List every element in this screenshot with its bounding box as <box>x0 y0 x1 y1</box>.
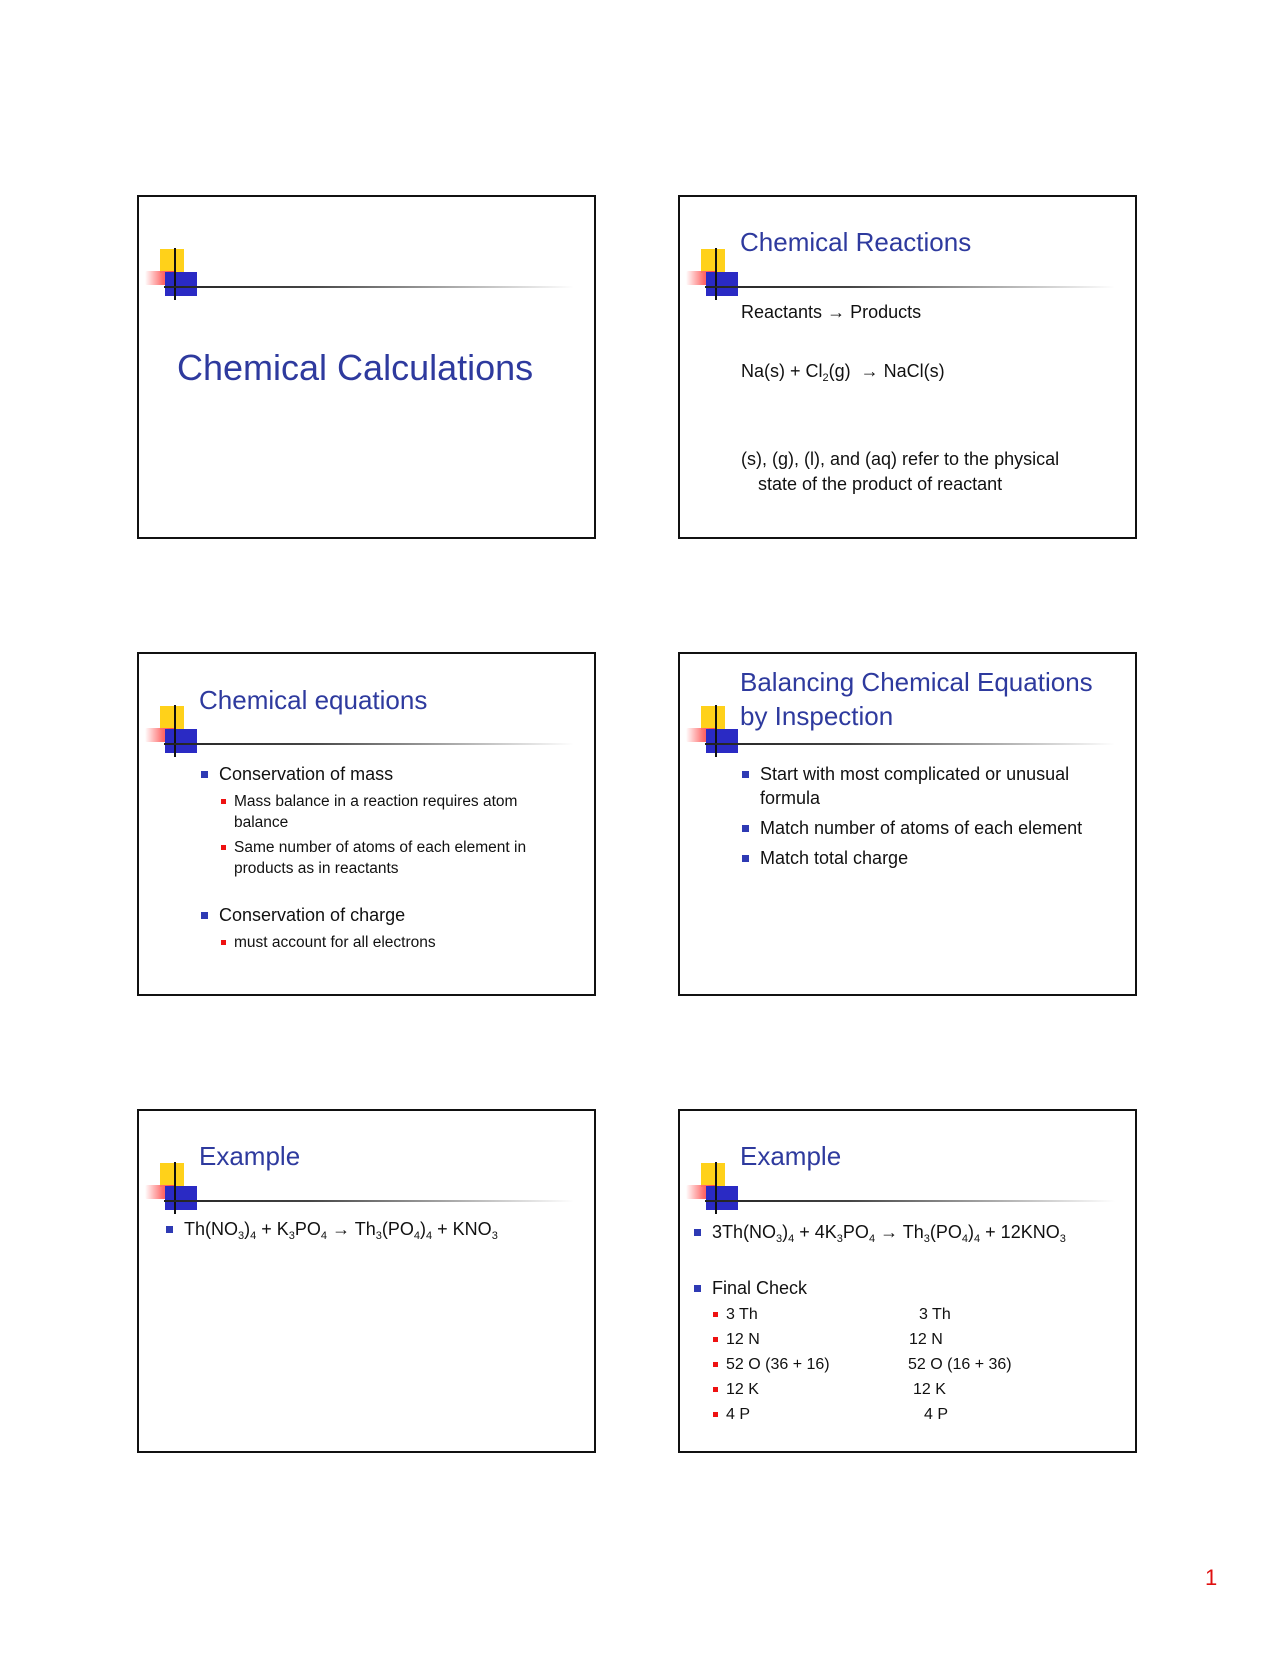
list-item: Conservation of mass <box>199 762 569 786</box>
state-note-line2: state of the product of reactant <box>758 474 1003 494</box>
title-rule <box>164 1200 574 1202</box>
bullet-list <box>692 1220 1132 1300</box>
title-rule <box>705 286 1115 288</box>
arrow-icon: → <box>332 1219 351 1239</box>
slide-1 <box>137 195 596 539</box>
title-rule <box>164 286 574 288</box>
check-right: 12 K <box>913 1381 946 1398</box>
check-row <box>711 1352 1111 1377</box>
slide-title: Example <box>199 1141 301 1171</box>
slide-3 <box>137 652 596 996</box>
reaction-equation: $Na(s) + Cl_2(g)$ → NaCl(s) <box>741 361 945 384</box>
arrow-icon: → <box>860 361 879 381</box>
slide-2 <box>678 195 1137 539</box>
slide-title: Balancing Chemical Equations by Inspection <box>740 667 1093 731</box>
list-item: must account for all electrons <box>219 932 569 953</box>
list-item: Same number of atoms of each element in products as in reactants <box>219 837 569 879</box>
check-right: 4 P <box>924 1406 949 1423</box>
slide-logo-icon <box>686 1163 746 1219</box>
list-item: Match number of atoms of each element <box>740 816 1120 840</box>
equation: $Th(NO_3)_4 + K_3PO_4 \to Th_3(PO_4)_4 + KNO_3$ <box>164 1217 584 1241</box>
list-item: Conservation of charge <box>199 903 569 927</box>
bullet-list <box>199 762 569 953</box>
check-left: 12 N <box>726 1331 760 1348</box>
slide-title: Chemical Reactions <box>740 227 972 257</box>
slide-logo-icon <box>145 706 205 762</box>
check-row <box>711 1377 1111 1402</box>
slide-5 <box>137 1109 596 1453</box>
state-note-line1: (s), (g), (l), and (aq) refer to the physical <box>741 449 1060 469</box>
slide-logo-icon <box>686 706 746 762</box>
bullet-list <box>164 1217 584 1241</box>
check-row <box>711 1327 1111 1352</box>
check-right: 12 N <box>909 1331 943 1348</box>
title-rule <box>164 743 574 745</box>
equation: $3Th(NO_3)_4 + 4K_3PO_4 \to Th_3(PO_4)_4 + 12KNO_3$ <box>692 1220 1132 1244</box>
title-rule <box>705 1200 1115 1202</box>
arrow-icon: → <box>827 302 846 322</box>
list-item: Match total charge <box>740 846 1120 870</box>
bullet-list <box>740 762 1120 870</box>
list-item: Mass balance in a reaction requires atom balance <box>219 791 569 833</box>
final-check-list <box>711 1302 1111 1427</box>
check-left: 4 P <box>726 1406 751 1423</box>
list-item: Start with most complicated or unusual formula <box>740 762 1120 810</box>
slide-logo-icon <box>145 1163 205 1219</box>
slide-title: Chemical equations <box>199 685 428 715</box>
page-number: 1 <box>1205 1565 1218 1590</box>
slide-logo-icon <box>145 249 205 305</box>
reaction-definition: Reactants → Products <box>741 302 922 322</box>
check-right: 3 Th <box>919 1306 951 1323</box>
check-left: 12 K <box>726 1381 759 1398</box>
slide-6 <box>678 1109 1137 1453</box>
check-row <box>711 1302 1111 1327</box>
final-check-label: Final Check <box>692 1276 1132 1300</box>
check-row <box>711 1402 1111 1427</box>
arrow-icon: → <box>880 1222 899 1242</box>
slide-title: Chemical Calculations <box>177 347 534 388</box>
slide-logo-icon <box>686 249 746 305</box>
slide-title: Example <box>740 1141 842 1171</box>
check-left: 3 Th <box>726 1306 758 1323</box>
title-rule <box>705 743 1115 745</box>
check-right: 52 O (16 + 36) <box>908 1356 1012 1373</box>
slide-4 <box>678 652 1137 996</box>
check-left: 52 O (36 + 16) <box>726 1356 830 1373</box>
